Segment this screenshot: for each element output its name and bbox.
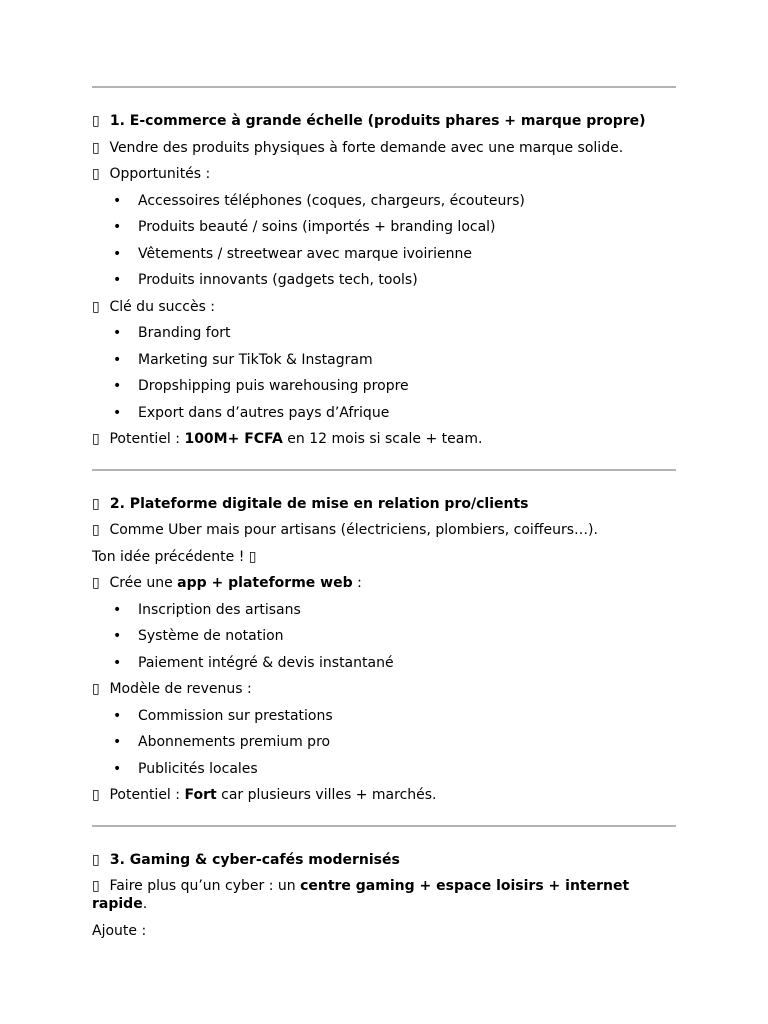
- emoji-icon: ▯: [92, 298, 100, 315]
- document-page: [92, 86, 676, 960]
- list-item: • Marketing sur TikTok & Instagram: [113, 351, 373, 368]
- list-item: • Export dans d’autres pays d’Afrique: [113, 404, 390, 421]
- section-heading: ▯ 3. Gaming & cyber-cafés modernisés: [92, 851, 400, 868]
- list-item: • Branding fort: [113, 325, 231, 341]
- section-heading: ▯ 2. Plateforme digitale de mise en relation pro/clients: [92, 495, 529, 512]
- create-line: ▯ Crée une app + plateforme web :: [92, 575, 362, 591]
- list-item: • Abonnements premium pro: [113, 734, 331, 750]
- revenue-list: [92, 707, 676, 778]
- section-platform: [92, 471, 676, 825]
- list-item: • Vêtements / streetwear avec marque ivoirienne: [113, 245, 472, 262]
- section-ecommerce: [92, 88, 676, 469]
- revenue-label: ▯ Modèle de revenus :: [92, 681, 252, 697]
- list-item: • Paiement intégré & devis instantané: [113, 654, 394, 671]
- emoji-icon: ▯: [92, 431, 100, 447]
- section-intro: ▯ Comme Uber mais pour artisans (électriciens, plombiers, coiffeurs…).: [92, 522, 598, 538]
- emoji-icon: ▯: [92, 575, 100, 591]
- list-item: • Dropshipping puis warehousing propre: [113, 378, 409, 394]
- emoji-icon: ▯: [92, 851, 100, 868]
- emoji-icon: ▯: [92, 166, 100, 182]
- emoji-icon: ▯: [92, 522, 100, 538]
- section-intro: ▯ Vendre des produits physiques à forte demande avec une marque solide.: [92, 139, 624, 156]
- list-item: • Produits beauté / soins (importés + branding local): [113, 219, 496, 235]
- keys-list: [92, 324, 676, 422]
- emoji-icon: ▯: [92, 113, 100, 129]
- opportunities-label: ▯ Opportunités :: [92, 166, 211, 182]
- potential-line: ▯ Potentiel : Fort car plusieurs villes + marchés.: [92, 787, 437, 803]
- features-list: [92, 601, 676, 672]
- list-item: • Accessoires téléphones (coques, chargeurs, écouteurs): [113, 192, 525, 209]
- list-item: • Inscription des artisans: [113, 601, 301, 618]
- list-item: • Produits innovants (gadgets tech, tools): [113, 272, 418, 288]
- list-item: • Publicités locales: [113, 760, 258, 777]
- emoji-icon: ▯: [92, 787, 100, 803]
- section-heading: ▯ 1. E-commerce à grande échelle (produits phares + marque propre): [92, 113, 646, 129]
- emoji-icon: ▯: [92, 681, 100, 697]
- emoji-icon: ▯: [92, 878, 100, 894]
- potential-line: ▯ Potentiel : 100M+ FCFA en 12 mois si scale + team.: [92, 431, 483, 447]
- emoji-icon: ▯: [92, 139, 100, 156]
- emoji-icon: ▯: [248, 548, 257, 565]
- section-note: Ton idée précédente ! ▯: [92, 548, 676, 566]
- list-item: • Commission sur prestations: [113, 707, 333, 724]
- add-label: Ajoute :: [92, 922, 147, 939]
- keys-label: ▯ Clé du succès :: [92, 298, 216, 315]
- list-item: • Système de notation: [113, 628, 284, 644]
- section-gaming: [92, 827, 676, 961]
- section-intro: ▯ Faire plus qu’un cyber : un centre gaming + espace loisirs + internet rapide.: [92, 878, 630, 912]
- opportunities-list: [92, 192, 676, 290]
- emoji-icon: ▯: [92, 495, 100, 512]
